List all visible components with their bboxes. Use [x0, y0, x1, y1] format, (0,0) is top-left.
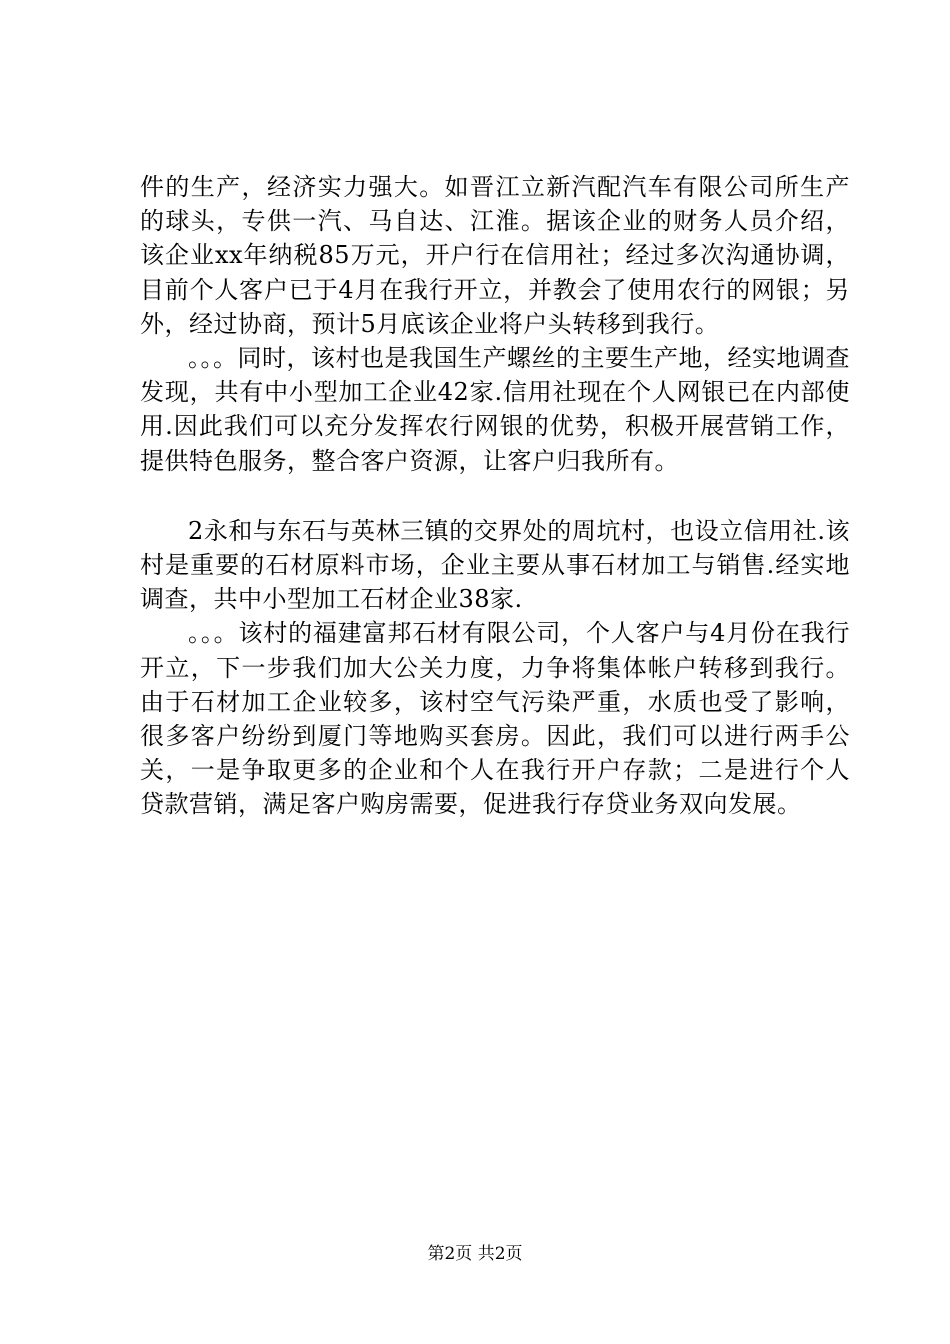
paragraph-1: 件的生产，经济实力强大。如晋江立新汽配汽车有限公司所生产的球头，专供一汽、马自达、江淮。据该企业的财务人员介绍，该企业xx年纳税85万元，开户行在信用社；经过多次沟通协调，目前个人客户已于4月在我行开立，并教会了使用农行的网银；另外，经过协商，预计5月底该企业将户头转移到我行。: [140, 173, 850, 338]
paragraph-2: 。。。同时，该村也是我国生产螺丝的主要生产地，经实地调查发现，共有中小型加工企业42家.信用社现在个人网银已在内部使用.因此我们可以充分发挥农行网银的优势，积极开展营销工作，提供特色服务，整合客户资源，让客户归我所有。: [140, 344, 850, 475]
page-number-footer: 第2页 共2页: [427, 1244, 523, 1264]
paragraph-spacer: [140, 478, 850, 514]
document-body: [140, 170, 850, 822]
paragraph-3: 2永和与东石与英林三镇的交界处的周坑村，也设立信用社.该村是重要的石材原料市场，企业主要从事石材加工与销售.经实地调查，共中小型加工石材企业38家.: [140, 516, 850, 614]
paragraph-4: 。。。该村的福建富邦石材有限公司，个人客户与4月份在我行开立，下一步我们加大公关力度，力争将集体帐户转移到我行。由于石材加工企业较多，该村空气污染严重，水质也受了影响，很多客户纷纷到厦门等地购买套房。因此，我们可以进行两手公关，一是争取更多的企业和个人在我行开户存款；二是进行个人贷款营销，满足客户购房需要，促进我行存贷业务双向发展。: [140, 619, 850, 819]
